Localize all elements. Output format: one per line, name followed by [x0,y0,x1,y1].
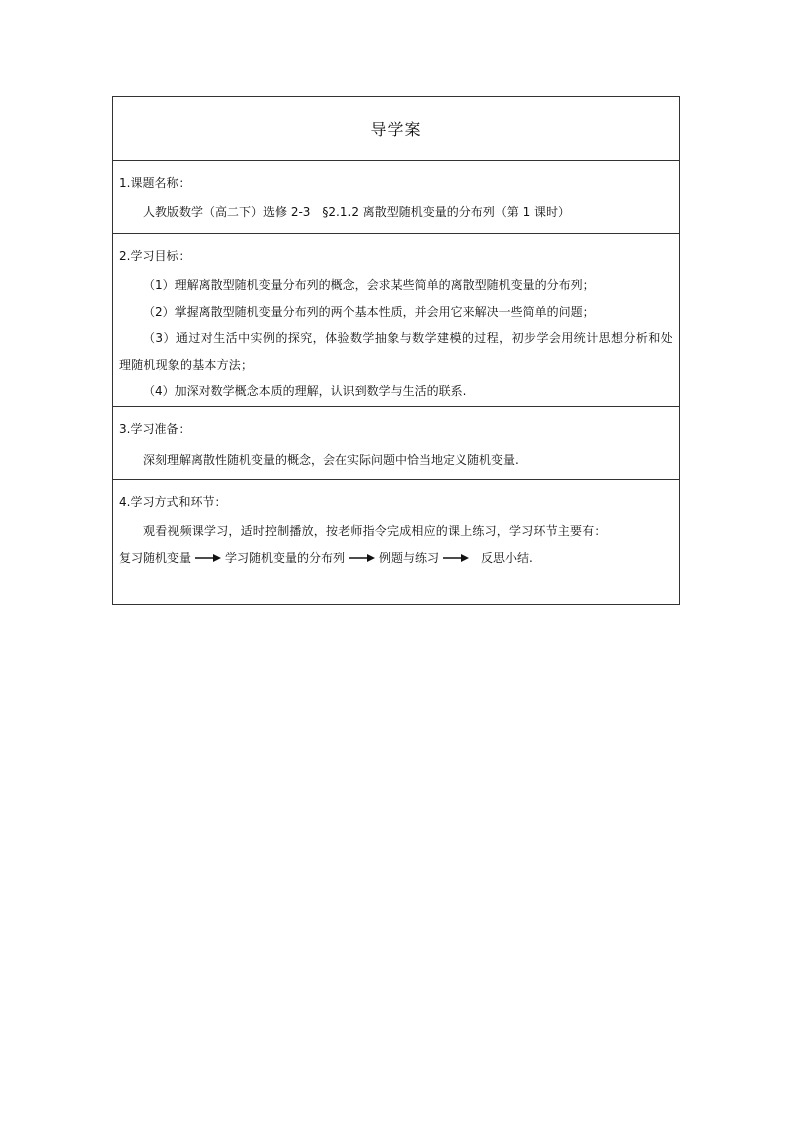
lesson-plan-table [112,96,680,605]
goal-item: （1）理解离散型随机变量分布列的概念，会求某些简单的离散型随机变量的分布列； [143,278,595,292]
right-arrow-icon [349,553,375,563]
section-learning-method [113,479,679,604]
section-heading: 2.学习目标： [119,249,191,263]
right-arrow-icon [195,553,221,563]
section-course-name [113,160,679,233]
section-heading: 1.课题名称： [119,176,191,190]
flow-step: 学习随机变量的分布列 [225,551,346,565]
section-preparation [113,406,679,479]
course-name-text: 人教版数学（高二下）选修 2-3 §2.1.2 离散型随机变量的分布列（第 1 课时） [143,205,571,219]
learning-flow [119,548,673,568]
goal-item: （2）掌握离散型随机变量分布列的两个基本性质，并会用它来解决一些简单的问题； [143,304,595,319]
section-heading: 4.学习方式和环节： [119,495,227,509]
right-arrow-icon [443,553,469,563]
page-title: 导学案 [370,120,422,139]
flow-step: 反思小结. [481,551,533,565]
method-text: 观看视频课学习，适时控制播放，按老师指令完成相应的课上练习，学习环节主要有： [143,524,607,538]
preparation-text: 深刻理解离散性随机变量的概念，会在实际问题中恰当地定义随机变量. [143,453,519,467]
goals-list [119,272,673,405]
section-learning-goals [113,233,679,406]
title-row [113,97,679,160]
flow-step: 例题与练习 [379,551,440,565]
section-heading: 3.学习准备： [119,422,191,436]
goal-item: （3）通过对生活中实例的探究，体验数学抽象与数学建模的过程，初步学会用统计思想分析和处理随机现象的基本方法； [119,331,673,372]
goal-item: （4）加深对数学概念本质的理解，认识到数学与生活的联系. [143,384,467,398]
flow-step: 复习随机变量 [119,551,192,565]
